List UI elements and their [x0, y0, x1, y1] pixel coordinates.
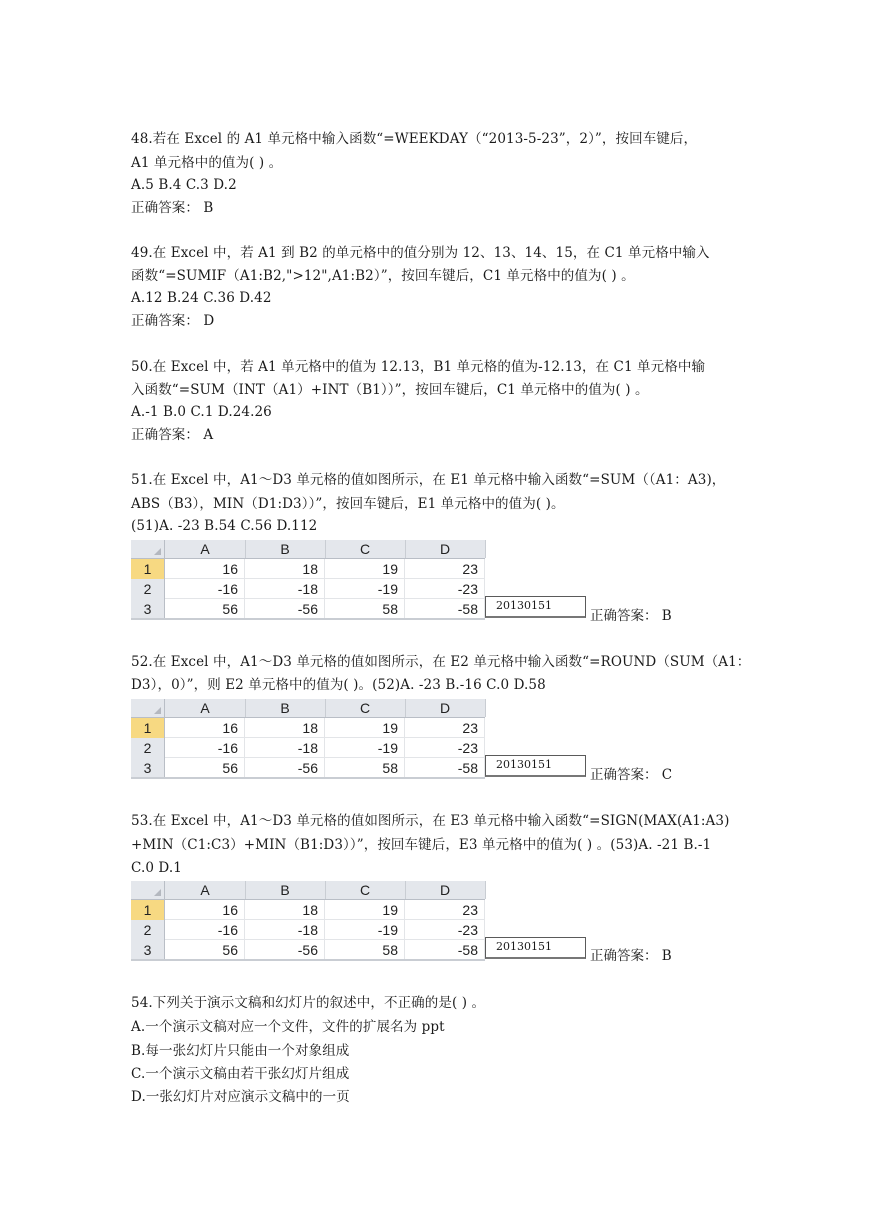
cell-b1: 18: [245, 559, 325, 579]
cell-d1: 23: [405, 559, 485, 579]
cell-d2: -23: [405, 920, 485, 940]
spreadsheet-image: [131, 699, 485, 779]
row-header-2: 2: [131, 579, 165, 599]
cell-c2: -19: [325, 579, 405, 599]
cell-b3: -56: [245, 599, 325, 619]
q50-answer: 正确答案： A: [131, 427, 214, 443]
grid-bottom-edge: [131, 777, 485, 779]
q51-text-line2: ABS（B3），MIN（D1:D3））”，按回车键后，E1 单元格中的值为( )。: [131, 496, 565, 512]
id-box: 20130151: [485, 596, 586, 618]
q51-options: (51)A. -23 B.54 C.56 D.112: [131, 518, 318, 534]
cell-b1: 18: [245, 718, 325, 738]
grid-bottom-edge: [131, 618, 485, 620]
row-header-2: 2: [131, 738, 165, 758]
cell-a2: -16: [165, 738, 245, 758]
q49-options: A.12 B.24 C.36 D.42: [131, 290, 272, 306]
select-all-corner: [131, 540, 165, 558]
q48-options: A.5 B.4 C.3 D.2: [131, 177, 237, 193]
q53-text-line2: +MIN（C1:C3）+MIN（B1:D3））”，按回车键后，E3 单元格中的值为( ) 。(53)A. -21 B.-1: [131, 837, 712, 853]
q54-option-b: B.每一张幻灯片只能由一个对象组成: [131, 1043, 350, 1059]
column-header-c: C: [325, 540, 406, 558]
row-header-2: 2: [131, 920, 165, 940]
column-header-d: D: [405, 699, 486, 717]
cell-a3: 56: [165, 599, 245, 619]
id-box: 20130151: [485, 755, 586, 777]
cell-a2: -16: [165, 920, 245, 940]
row-header-1: 1: [131, 559, 165, 579]
q48-text-line2: A1 单元格中的值为( ) 。: [131, 155, 283, 171]
cell-b3: -56: [245, 758, 325, 778]
cell-b2: -18: [245, 579, 325, 599]
cell-a1: 16: [165, 718, 245, 738]
cell-a3: 56: [165, 940, 245, 960]
cell-c1: 19: [325, 718, 405, 738]
select-all-corner: [131, 699, 165, 717]
row-header-1: 1: [131, 718, 165, 738]
q52-text-line1: 52.在 Excel 中，A1～D3 单元格的值如图所示，在 E2 单元格中输入函数“=ROUND（SUM（A1：: [131, 654, 751, 670]
cell-b2: -18: [245, 920, 325, 940]
cell-d3: -58: [405, 940, 485, 960]
cell-c3: 58: [325, 758, 405, 778]
column-header-b: B: [245, 540, 326, 558]
q53-text-line3: C.0 D.1: [131, 860, 182, 876]
column-header-a: A: [165, 699, 246, 717]
q48-answer: 正确答案： B: [131, 200, 214, 216]
cell-a2: -16: [165, 579, 245, 599]
column-header-a: A: [165, 881, 246, 899]
grid-bottom-edge: [131, 959, 485, 961]
cell-d3: -58: [405, 758, 485, 778]
q53-text-line1: 53.在 Excel 中，A1～D3 单元格的值如图所示，在 E3 单元格中输入函数“=SIGN(MAX(A1:A3): [131, 813, 730, 829]
select-all-corner: [131, 881, 165, 899]
q49-answer: 正确答案： D: [131, 313, 215, 329]
row-header-3: 3: [131, 940, 165, 960]
cell-b1: 18: [245, 900, 325, 920]
cell-d2: -23: [405, 738, 485, 758]
cell-c2: -19: [325, 920, 405, 940]
cell-d3: -58: [405, 599, 485, 619]
cell-d1: 23: [405, 900, 485, 920]
cell-b2: -18: [245, 738, 325, 758]
cell-d1: 23: [405, 718, 485, 738]
q54-text-line1: 54.下列关于演示文稿和幻灯片的叙述中，不正确的是( ) 。: [131, 995, 486, 1011]
column-header-d: D: [405, 881, 486, 899]
q50-text-line1: 50.在 Excel 中，若 A1 单元格中的值为 12.13，B1 单元格的值为-12.13，在 C1 单元格中输: [131, 359, 706, 375]
cell-c1: 19: [325, 900, 405, 920]
q48-text-line1: 48.若在 Excel 的 A1 单元格中输入函数“=WEEKDAY（“2013-5-23”，2）”，按回车键后，: [131, 131, 698, 147]
q52-answer: 正确答案： C: [590, 767, 673, 783]
q54-option-c: C.一个演示文稿由若干张幻灯片组成: [131, 1066, 350, 1082]
spreadsheet-image: [131, 881, 485, 961]
cell-b3: -56: [245, 940, 325, 960]
column-header-c: C: [325, 881, 406, 899]
spreadsheet-image: [131, 540, 485, 620]
q49-text-line1: 49.在 Excel 中，若 A1 到 B2 的单元格中的值分别为 12、13、14、15，在 C1 单元格中输入: [131, 245, 710, 261]
q54-option-d: D.一张幻灯片对应演示文稿中的一页: [131, 1089, 350, 1105]
q50-text-line2: 入函数“=SUM（INT（A1）+INT（B1））”，按回车键后，C1 单元格中的值为( ) 。: [131, 382, 649, 398]
q53-answer: 正确答案： B: [590, 948, 672, 964]
cell-a3: 56: [165, 758, 245, 778]
q52-text-line2: D3），0）”，则 E2 单元格中的值为( )。(52)A. -23 B.-16 C.0 D.58: [131, 677, 546, 693]
q51-answer: 正确答案： B: [590, 608, 672, 624]
cell-c3: 58: [325, 599, 405, 619]
row-header-1: 1: [131, 900, 165, 920]
column-header-b: B: [245, 699, 326, 717]
row-header-3: 3: [131, 758, 165, 778]
column-header-a: A: [165, 540, 246, 558]
q49-text-line2: 函数“=SUMIF（A1:B2,">12",A1:B2）”，按回车键后，C1 单元格中的值为( ) 。: [131, 268, 635, 284]
cell-a1: 16: [165, 559, 245, 579]
cell-c1: 19: [325, 559, 405, 579]
cell-a1: 16: [165, 900, 245, 920]
cell-c2: -19: [325, 738, 405, 758]
q50-options: A.-1 B.0 C.1 D.24.26: [131, 404, 272, 420]
id-box: 20130151: [485, 937, 586, 959]
column-header-d: D: [405, 540, 486, 558]
q51-text-line1: 51.在 Excel 中，A1～D3 单元格的值如图所示，在 E1 单元格中输入函数“=SUM（（A1：A3)，: [131, 472, 726, 488]
column-header-b: B: [245, 881, 326, 899]
q54-option-a: A.一个演示文稿对应一个文件，文件的扩展名为 ppt: [131, 1019, 445, 1035]
cell-c3: 58: [325, 940, 405, 960]
cell-d2: -23: [405, 579, 485, 599]
row-header-3: 3: [131, 599, 165, 619]
column-header-c: C: [325, 699, 406, 717]
